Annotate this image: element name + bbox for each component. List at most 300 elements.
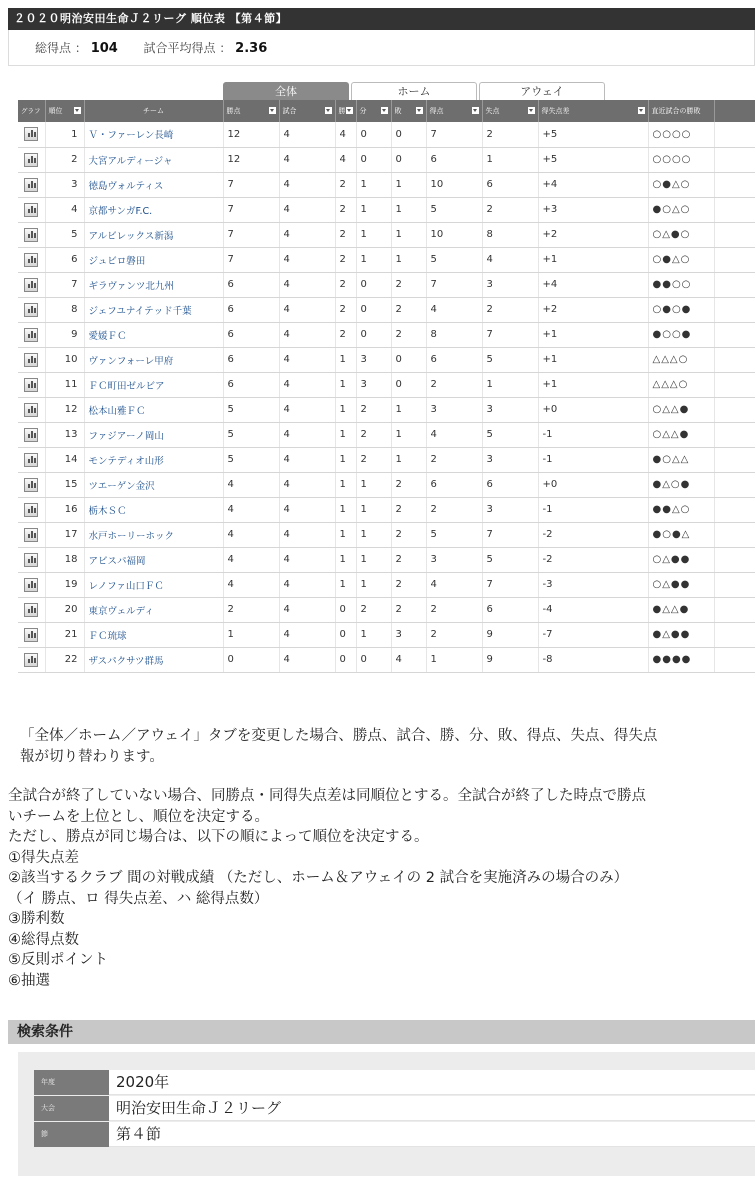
team-name[interactable]: 栃木ＳＣ — [84, 497, 223, 522]
team-games: 4 — [279, 272, 335, 297]
team-recent-results: ●●△○ — [648, 497, 714, 522]
team-losses: 0 — [391, 122, 426, 147]
team-goals-against: 7 — [482, 572, 538, 597]
team-goal-diff: +2 — [538, 297, 648, 322]
team-goals-against: 3 — [482, 397, 538, 422]
team-losses: 0 — [391, 147, 426, 172]
team-goal-diff: -1 — [538, 422, 648, 447]
team-losses: 1 — [391, 397, 426, 422]
team-draws: 2 — [356, 447, 391, 472]
condition-row-competition — [34, 1096, 755, 1121]
team-rank: 18 — [45, 547, 84, 572]
team-goal-diff: +0 — [538, 397, 648, 422]
sort-icon[interactable] — [638, 107, 645, 114]
team-points: 5 — [223, 397, 279, 422]
team-draws: 1 — [356, 247, 391, 272]
team-games: 4 — [279, 347, 335, 372]
team-wins: 2 — [335, 272, 356, 297]
condition-label: 大会 — [34, 1096, 109, 1121]
bar-graph-icon[interactable] — [24, 203, 38, 217]
team-name[interactable]: 松本山雅ＦＣ — [84, 397, 223, 422]
goals-summary — [8, 30, 755, 66]
team-losses: 2 — [391, 322, 426, 347]
team-recent-results: ○○○○ — [648, 122, 714, 147]
team-points: 4 — [223, 547, 279, 572]
team-wins: 1 — [335, 447, 356, 472]
team-goal-diff: -7 — [538, 622, 648, 647]
total-goals-label: 総得点 — [35, 41, 72, 55]
team-draws: 1 — [356, 197, 391, 222]
col-draws[interactable] — [356, 100, 391, 122]
graph-cell — [18, 147, 45, 172]
team-draws: 1 — [356, 222, 391, 247]
bar-graph-icon[interactable] — [24, 253, 38, 267]
team-wins: 1 — [335, 522, 356, 547]
team-draws: 1 — [356, 472, 391, 497]
col-rank-label: 順位 — [48, 107, 63, 115]
bar-graph-icon[interactable] — [24, 553, 38, 567]
team-goals-against: 1 — [482, 147, 538, 172]
team-goals-against: 3 — [482, 272, 538, 297]
rule-line: ④総得点数 — [8, 931, 79, 948]
table-row — [18, 272, 755, 297]
team-name[interactable]: アルビレックス新潟 — [84, 222, 223, 247]
team-games: 4 — [279, 397, 335, 422]
team-losses: 2 — [391, 272, 426, 297]
team-rank: 22 — [45, 647, 84, 672]
condition-value: 明治安田生命Ｊ２リーグ — [109, 1096, 755, 1121]
bar-graph-icon[interactable] — [24, 153, 38, 167]
team-recent-results: △△△○ — [648, 347, 714, 372]
team-recent-results: ○△●● — [648, 572, 714, 597]
tab-note-line: 「全体／ホーム／アウェイ」タブを変更した場合、勝点、試合、勝、分、敗、得点、失点、得失点 — [20, 728, 658, 744]
team-rank: 20 — [45, 597, 84, 622]
team-wins: 1 — [335, 547, 356, 572]
team-goals-for: 3 — [426, 547, 482, 572]
team-games: 4 — [279, 597, 335, 622]
table-row — [18, 472, 755, 497]
extra-cell — [714, 172, 755, 197]
team-goals-for: 5 — [426, 197, 482, 222]
team-rank: 19 — [45, 572, 84, 597]
team-name[interactable]: ザスパクサツ群馬 — [84, 647, 223, 672]
team-points: 7 — [223, 197, 279, 222]
col-extra — [714, 100, 755, 122]
team-losses: 0 — [391, 372, 426, 397]
table-row — [18, 522, 755, 547]
search-conditions-heading: 検索条件 — [8, 1020, 755, 1044]
sort-icon[interactable] — [74, 107, 81, 114]
team-losses: 2 — [391, 572, 426, 597]
extra-cell — [714, 572, 755, 597]
sort-icon[interactable] — [269, 107, 276, 114]
team-games: 4 — [279, 197, 335, 222]
team-rank: 21 — [45, 622, 84, 647]
table-row — [18, 622, 755, 647]
team-goals-against: 6 — [482, 597, 538, 622]
total-goals-value: 104 — [90, 41, 118, 56]
col-points[interactable] — [223, 100, 279, 122]
team-goals-against: 2 — [482, 297, 538, 322]
sort-icon[interactable] — [528, 107, 535, 114]
team-name[interactable]: 水戸ホーリーホック — [84, 522, 223, 547]
graph-cell — [18, 472, 45, 497]
team-games: 4 — [279, 622, 335, 647]
col-goal-diff-label: 得失点差 — [541, 107, 570, 115]
team-draws: 3 — [356, 372, 391, 397]
col-games-label: 試合 — [282, 107, 297, 115]
team-games: 4 — [279, 572, 335, 597]
team-points: 4 — [223, 497, 279, 522]
team-goals-for: 4 — [426, 297, 482, 322]
team-recent-results: ○○○○ — [648, 147, 714, 172]
bar-graph-icon[interactable] — [24, 578, 38, 592]
table-row — [18, 447, 755, 472]
graph-cell — [18, 247, 45, 272]
extra-cell — [714, 397, 755, 422]
team-games: 4 — [279, 172, 335, 197]
graph-cell — [18, 597, 45, 622]
team-games: 4 — [279, 122, 335, 147]
team-draws: 1 — [356, 522, 391, 547]
team-recent-results: ●○△○ — [648, 197, 714, 222]
team-rank: 15 — [45, 472, 84, 497]
graph-cell — [18, 447, 45, 472]
extra-cell — [714, 522, 755, 547]
team-points: 4 — [223, 472, 279, 497]
team-games: 4 — [279, 147, 335, 172]
team-name[interactable]: ツエーゲン金沢 — [84, 472, 223, 497]
team-name[interactable]: 京都サンガF.C. — [84, 197, 223, 222]
team-points: 0 — [223, 647, 279, 672]
extra-cell — [714, 272, 755, 297]
team-name[interactable]: レノファ山口ＦＣ — [84, 572, 223, 597]
table-row — [18, 297, 755, 322]
team-points: 4 — [223, 522, 279, 547]
team-draws: 0 — [356, 322, 391, 347]
bar-graph-icon[interactable] — [24, 178, 38, 192]
extra-cell — [714, 447, 755, 472]
bar-graph-icon[interactable] — [24, 428, 38, 442]
team-points: 6 — [223, 347, 279, 372]
team-recent-results: ○△●● — [648, 547, 714, 572]
extra-cell — [714, 422, 755, 447]
condition-label: 年度 — [34, 1070, 109, 1095]
extra-cell — [714, 197, 755, 222]
team-goals-against: 7 — [482, 322, 538, 347]
team-goal-diff: +2 — [538, 222, 648, 247]
team-games: 4 — [279, 222, 335, 247]
team-name[interactable]: ジュビロ磐田 — [84, 247, 223, 272]
table-row — [18, 347, 755, 372]
team-goals-for: 6 — [426, 147, 482, 172]
team-goals-against: 6 — [482, 472, 538, 497]
graph-cell — [18, 397, 45, 422]
extra-cell — [714, 647, 755, 672]
rule-line: ①得失点差 — [8, 849, 79, 866]
team-points: 6 — [223, 372, 279, 397]
team-goal-diff: +1 — [538, 247, 648, 272]
extra-cell — [714, 222, 755, 247]
team-losses: 4 — [391, 647, 426, 672]
graph-cell — [18, 647, 45, 672]
team-recent-results: ●○●△ — [648, 522, 714, 547]
rule-line: ⑥抽選 — [8, 972, 50, 989]
team-games: 4 — [279, 447, 335, 472]
col-goals-against-label: 失点 — [485, 107, 500, 115]
rule-line: （イ 勝点、ロ 得失点差、ハ 総得点数） — [8, 890, 269, 907]
team-wins: 4 — [335, 122, 356, 147]
team-name[interactable]: ＦＣ町田ゼルビア — [84, 372, 223, 397]
bar-graph-icon[interactable] — [24, 403, 38, 417]
team-points: 6 — [223, 272, 279, 297]
team-goal-diff: +5 — [538, 147, 648, 172]
bar-graph-icon[interactable] — [24, 478, 38, 492]
team-wins: 1 — [335, 397, 356, 422]
team-goals-against: 5 — [482, 547, 538, 572]
team-goals-against: 2 — [482, 197, 538, 222]
team-losses: 2 — [391, 547, 426, 572]
team-goal-diff: -8 — [538, 647, 648, 672]
graph-cell — [18, 347, 45, 372]
team-goal-diff: -3 — [538, 572, 648, 597]
sort-icon[interactable] — [346, 107, 353, 114]
team-games: 4 — [279, 297, 335, 322]
team-games: 4 — [279, 647, 335, 672]
team-draws: 2 — [356, 597, 391, 622]
team-name[interactable]: 東京ヴェルディ — [84, 597, 223, 622]
graph-cell — [18, 572, 45, 597]
team-rank: 11 — [45, 372, 84, 397]
bar-graph-icon[interactable] — [24, 603, 38, 617]
team-wins: 2 — [335, 247, 356, 272]
ranking-rules — [8, 786, 755, 991]
team-draws: 2 — [356, 422, 391, 447]
team-goal-diff: -2 — [538, 522, 648, 547]
sort-icon[interactable] — [381, 107, 388, 114]
col-team: チーム — [84, 100, 223, 122]
table-row — [18, 247, 755, 272]
table-row — [18, 197, 755, 222]
team-games: 4 — [279, 472, 335, 497]
team-recent-results: ●●○○ — [648, 272, 714, 297]
extra-cell — [714, 472, 755, 497]
team-rank: 10 — [45, 347, 84, 372]
table-row — [18, 497, 755, 522]
team-losses: 0 — [391, 347, 426, 372]
col-losses-label: 敗 — [394, 107, 402, 115]
team-name[interactable]: アビスパ福岡 — [84, 547, 223, 572]
team-draws: 1 — [356, 622, 391, 647]
team-name[interactable]: ファジアーノ岡山 — [84, 422, 223, 447]
graph-cell — [18, 547, 45, 572]
team-games: 4 — [279, 247, 335, 272]
rule-line: ③勝利数 — [8, 911, 65, 927]
extra-cell — [714, 247, 755, 272]
team-rank: 7 — [45, 272, 84, 297]
team-goals-against: 9 — [482, 622, 538, 647]
team-wins: 4 — [335, 147, 356, 172]
condition-row-year — [34, 1070, 755, 1095]
team-goals-for: 4 — [426, 422, 482, 447]
team-wins: 1 — [335, 472, 356, 497]
team-goals-for: 3 — [426, 397, 482, 422]
table-row — [18, 372, 755, 397]
summary-separator: ： — [219, 41, 232, 55]
team-name[interactable]: ジェフユナイテッド千葉 — [84, 297, 223, 322]
extra-cell — [714, 547, 755, 572]
team-rank: 17 — [45, 522, 84, 547]
team-name[interactable]: 愛媛ＦＣ — [84, 322, 223, 347]
team-name[interactable]: モンテディオ山形 — [84, 447, 223, 472]
team-rank: 9 — [45, 322, 84, 347]
tab-note-line: 報が切り替わります。 — [20, 749, 164, 765]
tab-overall[interactable]: 全体 — [223, 82, 349, 100]
table-row — [18, 222, 755, 247]
sort-icon[interactable] — [416, 107, 423, 114]
col-draws-label: 分 — [359, 107, 367, 115]
table-row — [18, 122, 755, 147]
bar-graph-icon[interactable] — [24, 453, 38, 467]
extra-cell — [714, 497, 755, 522]
team-losses: 2 — [391, 497, 426, 522]
col-goals-against[interactable] — [482, 100, 538, 122]
team-recent-results: △△△○ — [648, 372, 714, 397]
team-wins: 1 — [335, 497, 356, 522]
col-losses[interactable] — [391, 100, 426, 122]
team-goals-for: 7 — [426, 122, 482, 147]
graph-cell — [18, 222, 45, 247]
team-draws: 1 — [356, 172, 391, 197]
bar-graph-icon[interactable] — [24, 353, 38, 367]
bar-graph-icon[interactable] — [24, 328, 38, 342]
team-wins: 0 — [335, 622, 356, 647]
team-recent-results: ○●△○ — [648, 172, 714, 197]
bar-graph-icon[interactable] — [24, 378, 38, 392]
team-wins: 2 — [335, 297, 356, 322]
graph-cell — [18, 172, 45, 197]
col-wins-label: 勝 — [338, 107, 346, 115]
team-recent-results: ○△△● — [648, 397, 714, 422]
graph-cell — [18, 197, 45, 222]
team-losses: 1 — [391, 447, 426, 472]
bar-graph-icon[interactable] — [24, 278, 38, 292]
team-goal-diff: -2 — [538, 547, 648, 572]
table-row — [18, 147, 755, 172]
extra-cell — [714, 322, 755, 347]
team-rank: 16 — [45, 497, 84, 522]
rule-line: 全試合が終了していない場合、同勝点・同得失点差は同順位とする。全試合が終了した時点で勝点 — [8, 788, 646, 804]
tab-note — [20, 726, 755, 768]
team-draws: 1 — [356, 572, 391, 597]
bar-graph-icon[interactable] — [24, 303, 38, 317]
team-recent-results: ○●○● — [648, 297, 714, 322]
team-draws: 0 — [356, 122, 391, 147]
sort-icon[interactable] — [325, 107, 332, 114]
team-points: 1 — [223, 622, 279, 647]
team-recent-results: ●△●● — [648, 622, 714, 647]
team-recent-results: ○●△○ — [648, 247, 714, 272]
col-games[interactable] — [279, 100, 335, 122]
team-goals-for: 7 — [426, 272, 482, 297]
team-goals-against: 9 — [482, 647, 538, 672]
sort-icon[interactable] — [472, 107, 479, 114]
col-recent: 直近試合の勝敗 — [648, 100, 714, 122]
team-wins: 2 — [335, 222, 356, 247]
col-goal-diff[interactable] — [538, 100, 648, 122]
graph-cell — [18, 322, 45, 347]
team-recent-results: ●○○● — [648, 322, 714, 347]
table-row — [18, 547, 755, 572]
extra-cell — [714, 147, 755, 172]
team-wins: 2 — [335, 172, 356, 197]
team-goal-diff: +1 — [538, 347, 648, 372]
team-goals-for: 5 — [426, 522, 482, 547]
team-goals-against: 6 — [482, 172, 538, 197]
team-points: 5 — [223, 447, 279, 472]
table-row — [18, 322, 755, 347]
extra-cell — [714, 297, 755, 322]
team-name[interactable]: 徳島ヴォルティス — [84, 172, 223, 197]
team-name[interactable]: Ｖ・ファーレン長崎 — [84, 122, 223, 147]
team-recent-results: ●△△● — [648, 597, 714, 622]
team-goals-against: 5 — [482, 422, 538, 447]
team-draws: 2 — [356, 397, 391, 422]
team-points: 5 — [223, 422, 279, 447]
team-wins: 1 — [335, 347, 356, 372]
condition-value: 2020年 — [109, 1070, 755, 1095]
team-goals-against: 4 — [482, 247, 538, 272]
team-games: 4 — [279, 372, 335, 397]
team-goal-diff: +1 — [538, 322, 648, 347]
team-name[interactable]: ＦＣ琉球 — [84, 622, 223, 647]
tab-away[interactable]: アウェイ — [479, 82, 605, 100]
team-name[interactable]: ギラヴァンツ北九州 — [84, 272, 223, 297]
team-losses: 1 — [391, 422, 426, 447]
table-header-row — [18, 100, 755, 122]
team-goals-for: 6 — [426, 472, 482, 497]
team-recent-results: ●△○● — [648, 472, 714, 497]
table-row — [18, 422, 755, 447]
team-wins: 2 — [335, 322, 356, 347]
bar-graph-icon[interactable] — [24, 528, 38, 542]
col-goals-for[interactable] — [426, 100, 482, 122]
team-games: 4 — [279, 522, 335, 547]
rule-line: いチームを上位とし、順位を決定する。 — [8, 808, 269, 825]
team-goals-for: 2 — [426, 372, 482, 397]
extra-cell — [714, 597, 755, 622]
team-goals-against: 8 — [482, 222, 538, 247]
team-draws: 0 — [356, 147, 391, 172]
bar-graph-icon[interactable] — [24, 127, 38, 141]
team-name[interactable]: ヴァンフォーレ甲府 — [84, 347, 223, 372]
bar-graph-icon[interactable] — [24, 653, 38, 667]
bar-graph-icon[interactable] — [24, 228, 38, 242]
team-name[interactable]: 大宮アルディージャ — [84, 147, 223, 172]
team-losses: 2 — [391, 297, 426, 322]
graph-cell — [18, 522, 45, 547]
col-rank[interactable] — [45, 100, 84, 122]
team-points: 7 — [223, 222, 279, 247]
bar-graph-icon[interactable] — [24, 628, 38, 642]
team-games: 4 — [279, 322, 335, 347]
bar-graph-icon[interactable] — [24, 503, 38, 517]
tab-home[interactable]: ホーム — [351, 82, 477, 100]
team-rank: 8 — [45, 297, 84, 322]
team-rank: 6 — [45, 247, 84, 272]
col-wins[interactable] — [335, 100, 356, 122]
graph-cell — [18, 272, 45, 297]
